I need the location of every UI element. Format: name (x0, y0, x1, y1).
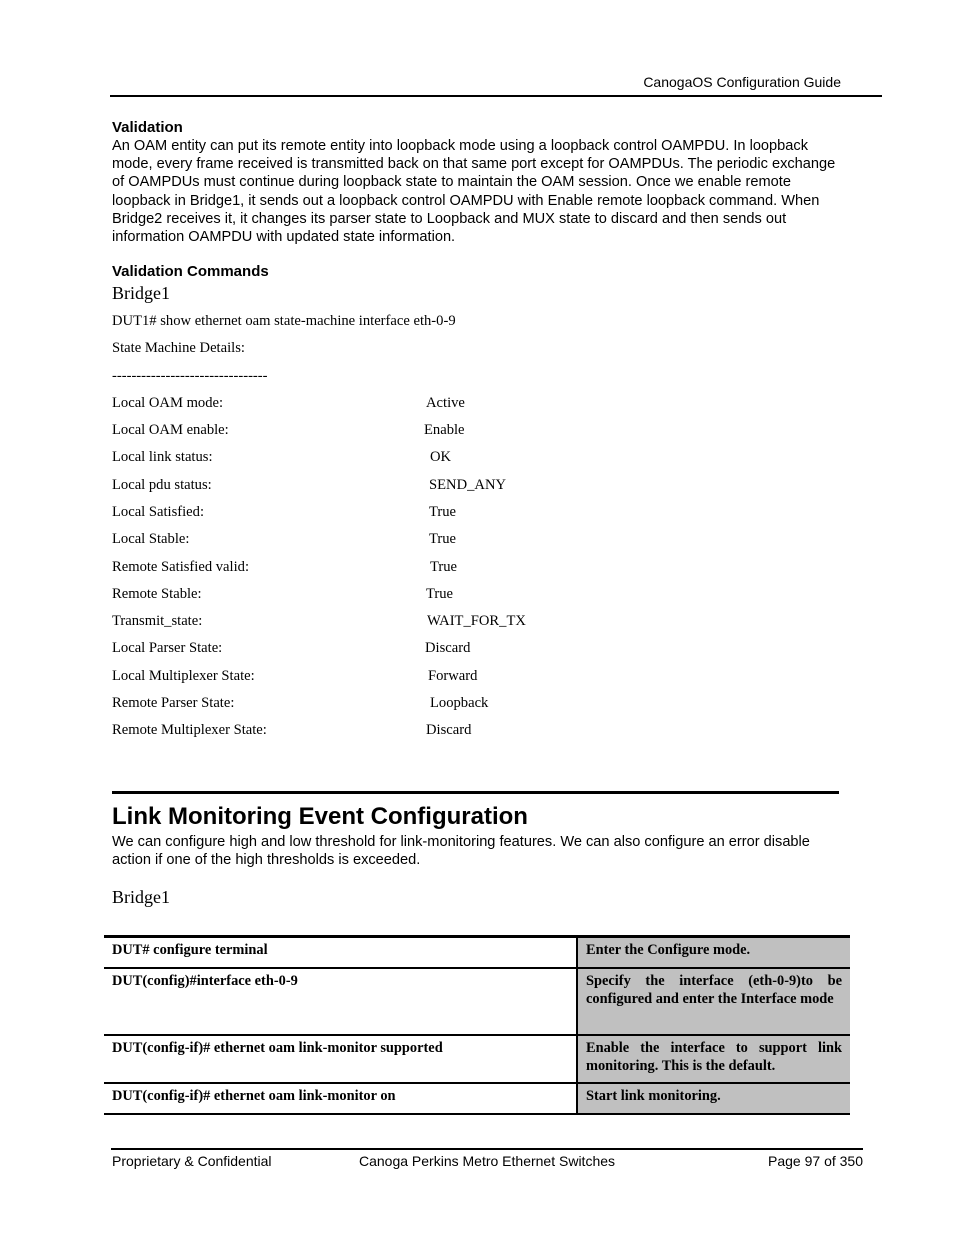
state-row (112, 504, 672, 522)
footer-rule (111, 1148, 863, 1150)
section-rule (112, 791, 839, 794)
separator-line: -------------------------------- (112, 368, 268, 384)
table-row (104, 968, 850, 1035)
command-cell: DUT(config-if)# ethernet oam link-monitor on (104, 1083, 577, 1114)
state-key: Local Satisfied: (112, 504, 204, 520)
command-cell: DUT(config-if)# ethernet oam link-monitor supported (104, 1035, 577, 1083)
state-value: True (429, 531, 457, 547)
state-key: Local link status: (112, 449, 213, 465)
state-value: True (429, 504, 457, 520)
running-header: CanogaOS Configuration Guide (643, 74, 841, 90)
state-value: Active (426, 395, 465, 411)
validation-paragraph: An OAM entity can put its remote entity into loopback mode using a loopback control OAMPDU. In loopback mode, every frame received is transmitted back on that same port except for OAMPDUs. The periodic exchange of OAMPDUs must continue during loopback state to maintain the OAM session. Once we enable remote loopback in Bridge1, it sends out a loopback control OAMPDU with Enable remote loopback command. When Bridge2 receives it, it changes its parser state to Loopback and MUX state to discard and then sends out information OAMPDU with updated state information. (112, 138, 836, 246)
state-key: Local Stable: (112, 531, 190, 547)
description-cell: Enter the Configure mode. (577, 937, 850, 969)
description-cell: Enable the interface to support link monitoring. This is the default. (577, 1035, 850, 1083)
state-row (112, 477, 672, 495)
state-row (112, 531, 672, 549)
state-key: Remote Stable: (112, 586, 202, 602)
state-row (112, 449, 672, 467)
state-key: Remote Satisfied valid: (112, 559, 249, 575)
state-key: Remote Parser State: (112, 695, 235, 711)
state-row (112, 559, 672, 577)
validation-commands-heading: Validation Commands (112, 263, 269, 280)
state-row (112, 640, 672, 658)
bridge-label: Bridge1 (112, 283, 170, 303)
footer-center: Canoga Perkins Metro Ethernet Switches (359, 1153, 616, 1169)
state-row (112, 695, 672, 713)
state-key: Local Parser State: (112, 640, 223, 656)
state-value: Discard (425, 640, 471, 656)
header-rule (110, 95, 882, 97)
validation-heading: Validation (112, 119, 183, 136)
state-value: Enable (424, 422, 465, 438)
footer-left: Proprietary & Confidential (112, 1153, 272, 1169)
state-machine-title: State Machine Details: (112, 340, 245, 356)
state-key: Remote Multiplexer State: (112, 722, 267, 738)
section-title: Link Monitoring Event Configuration (112, 803, 528, 830)
command-cell: DUT(config)#interface eth-0-9 (104, 968, 577, 1035)
table-row (104, 1083, 850, 1114)
state-row (112, 668, 672, 686)
state-row (112, 586, 672, 604)
description-cell: Start link monitoring. (577, 1083, 850, 1114)
state-key: Local pdu status: (112, 477, 212, 493)
page-number: Page 97 of 350 (768, 1153, 863, 1169)
state-key: Local OAM mode: (112, 395, 224, 411)
state-value: SEND_ANY (429, 477, 507, 493)
state-value: OK (430, 449, 452, 465)
state-row (112, 422, 672, 440)
state-value: Forward (428, 668, 478, 684)
state-key: Local OAM enable: (112, 422, 229, 438)
table-row (104, 937, 850, 969)
cli-command: DUT1# show ethernet oam state-machine interface eth-0-9 (112, 313, 456, 329)
state-row (112, 395, 672, 413)
command-cell: DUT# configure terminal (104, 937, 577, 969)
state-value: Loopback (430, 695, 489, 711)
state-row (112, 722, 672, 740)
table-row (104, 1035, 850, 1083)
state-key: Transmit_state: (112, 613, 203, 629)
config-table (104, 935, 850, 1115)
state-value: Discard (426, 722, 472, 738)
state-row (112, 613, 672, 631)
description-cell: Specify the interface (eth-0-9)to be configured and enter the Interface mode (577, 968, 850, 1035)
bridge-label: Bridge1 (112, 887, 170, 907)
state-value: True (426, 586, 454, 602)
state-key: Local Multiplexer State: (112, 668, 255, 684)
state-value: True (430, 559, 458, 575)
link-monitoring-intro: We can configure high and low threshold for link-monitoring features. We can also configure an error disable action if one of the high thresholds is exceeded. (112, 834, 810, 869)
state-value: WAIT_FOR_TX (427, 613, 526, 629)
